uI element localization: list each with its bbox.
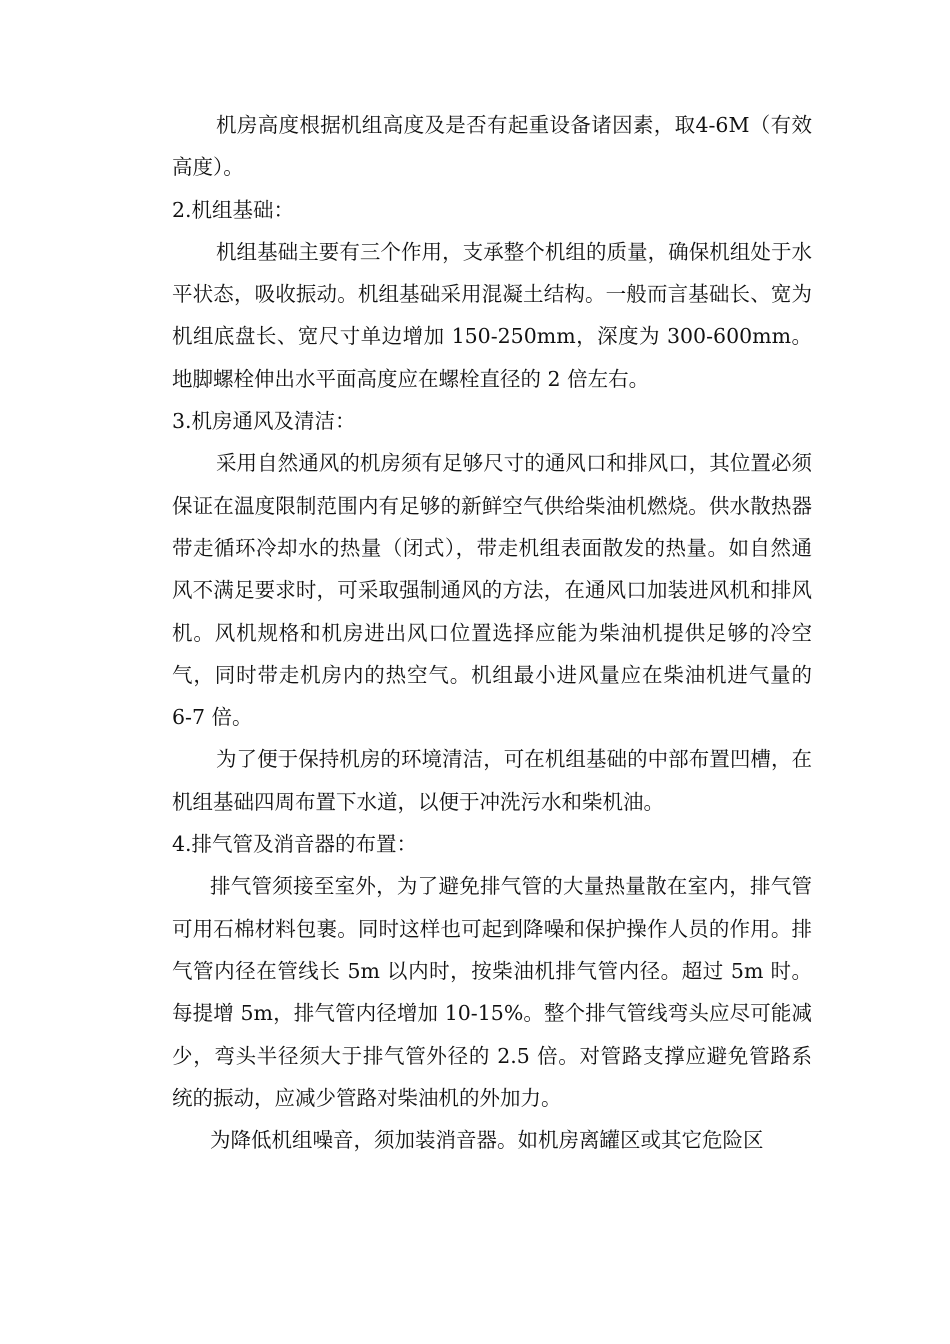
paragraph-room-height: 机房高度根据机组高度及是否有起重设备诸因素，取4-6M（有效高度）。 <box>172 113 812 180</box>
heading-exhaust-muffler: 4.排气管及消音器的布置： <box>172 832 418 857</box>
heading-ventilation-cleaning: 3.机房通风及清洁： <box>172 409 356 434</box>
paragraph-cleaning: 为了便于保持机房的环境清洁，可在机组基础的中部布置凹槽，在机组基础四周布置下水道，以便于冲洗污水和柴机油。 <box>172 747 812 814</box>
paragraph-unit-foundation: 机组基础主要有三个作用，支承整个机组的质量，确保机组处于水平状态，吸收振动。机组基础采用混凝土结构。一般而言基础长、宽为机组底盘长、宽尺寸单边增加 150-250mm，深度为 300-600mm。地脚螺栓伸出水平面高度应在螺栓直径的 2 倍左右。 <box>172 239 812 391</box>
paragraph-muffler: 为降低机组噪音，须加装消音器。如机房离罐区或其它危险区 <box>210 1128 764 1153</box>
document-body <box>172 104 812 1161</box>
paragraph-ventilation: 采用自然通风的机房须有足够尺寸的通风口和排风口，其位置必须保证在温度限制范围内有足够的新鲜空气供给柴油机燃烧。供水散热器带走循环冷却水的热量（闭式），带走机组表面散发的热量。如自然通风不满足要求时，可采取强制通风的方法，在通风口加装进风机和排风机。风机规格和机房进出风口位置选择应能为柴油机提供足够的冷空气，同时带走机房内的热空气。机组最小进风量应在柴油机进气量的 6-7 倍。 <box>172 451 812 730</box>
paragraph-exhaust-pipe: 排气管须接至室外，为了避免排气管的大量热量散在室内，排气管可用石棉材料包裹。同时这样也可起到降噪和保护操作人员的作用。排气管内径在管线长 5m 以内时，按柴油机排气管内径。超过 5m 时。每提增 5m，排气管内径增加 10-15%。整个排气管线弯头应尽可能减少，弯头半径须大于排气管外径的 2.5 倍。对管路支撑应避免管路系统的振动，应减少管路对柴油机的外加力。 <box>172 874 812 1110</box>
heading-unit-foundation: 2.机组基础： <box>172 197 295 222</box>
